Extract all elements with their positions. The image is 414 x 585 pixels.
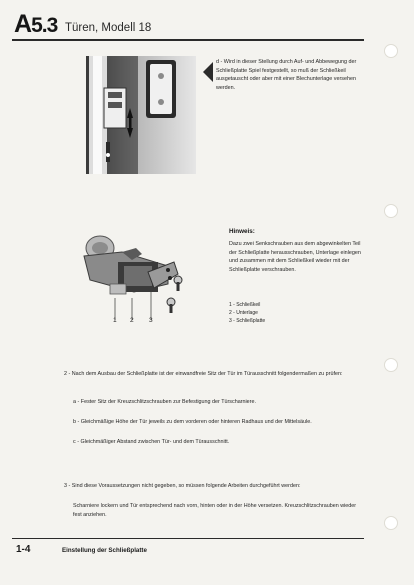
section-subnumber: 5.3 xyxy=(31,14,58,37)
door-striker-illustration xyxy=(86,56,196,174)
striker-parts-illustration xyxy=(64,222,190,334)
punch-hole xyxy=(384,516,398,530)
step-2-item-c: c - Gleichmäßiger Abstand zwischen Tür- und dem Türausschnitt. xyxy=(73,439,230,445)
step-3-detail: Scharniere lockern und Tür entsprechend nach vorn, hinten oder in der Höhe versetzen. Kreuzschlitzschrauben wieder fest anziehen. xyxy=(73,503,357,518)
legend-item: 1 - Schließkeil xyxy=(229,302,261,308)
hint-heading: Hinweis: xyxy=(229,228,255,235)
punch-hole xyxy=(384,204,398,218)
punch-hole xyxy=(384,358,398,372)
section-number xyxy=(14,10,57,39)
parts-legend xyxy=(229,301,265,325)
callout-1: 1 xyxy=(113,317,117,324)
footer-rule xyxy=(12,538,364,539)
step-3-intro: 3 - Sind diese Voraussetzungen nicht gegeben, so müssen folgende Arbeiten durchgeführt werden: xyxy=(64,483,301,489)
striker-parts-photo xyxy=(64,222,190,334)
legend-item: 2 - Unterlage xyxy=(229,310,258,316)
legend-item: 3 - Schließplatte xyxy=(229,318,266,324)
page-title: Türen, Modell 18 xyxy=(65,22,152,34)
punch-hole xyxy=(384,44,398,58)
pointer-arrow-icon xyxy=(203,62,213,82)
door-striker-photo xyxy=(86,56,196,174)
step-2-intro: 2 - Nach dem Ausbau der Schließplatte ist der einwandfreie Sitz der Tür im Türausschnitt folgendermaßen zu prüfen: xyxy=(64,371,343,377)
footer-title: Einstellung der Schließplatte xyxy=(62,547,147,554)
step-d-text: d - Wird in dieser Stellung durch Auf- und Abbewegung der Schließplatte Spiel festgestellt, so muß der Schließkeil ausgetauscht oder aber mit einer Blechunterlage versehen werden. xyxy=(216,59,357,91)
section-letter: A xyxy=(14,10,32,38)
page-number: 1-4 xyxy=(16,544,31,555)
hint-text: Dazu zwei Senkschrauben aus dem abgewinkelten Teil der Schließplatte herausschrauben, Unterlage einlegen und zusammen mit dem Schließkeil wieder mit der Schließplatte verschrauben. xyxy=(229,241,361,273)
step-2-item-a: a - Fester Sitz der Kreuzschlitzschrauben zur Befestigung der Türscharniere. xyxy=(73,399,256,405)
callout-3: 3 xyxy=(149,317,153,324)
step-2-item-b: b - Gleichmäßige Höhe der Tür jeweils zu dem vorderen oder hinteren Radhaus und der Mittelsäule. xyxy=(73,419,312,425)
header-rule xyxy=(12,39,364,41)
callout-2: 2 xyxy=(130,317,134,324)
